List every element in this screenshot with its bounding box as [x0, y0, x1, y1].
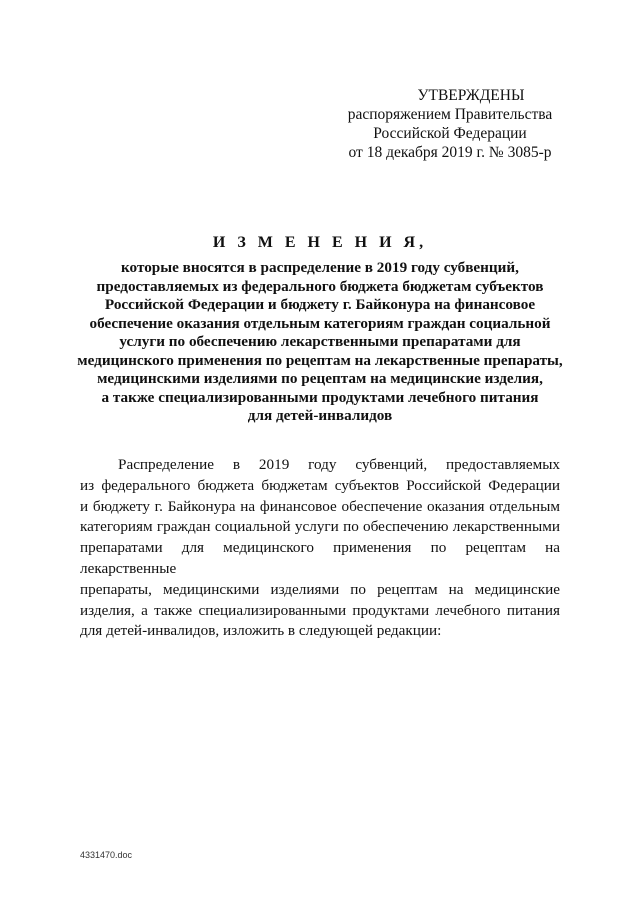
approval-line-2: Российской Федерации — [373, 125, 527, 142]
subtitle-line: обеспечение оказания отдельным категориям граждан социальной — [89, 314, 551, 332]
approval-heading: УТВЕРЖДЕНЫ — [417, 87, 525, 104]
approval-block — [330, 86, 570, 162]
body-line: препараты, медицинскими изделиями по рецептам на медицинские — [80, 580, 560, 598]
body-line: Распределение в 2019 году субвенций, предоставляемых — [118, 456, 560, 473]
subtitle-line: которые вносятся в распределение в 2019 году субвенций, — [121, 259, 519, 276]
subtitle-line: услуги по обеспечению лекарственными препаратами для — [119, 333, 521, 350]
body-line: препаратами для медицинского применения по рецептам на лекарственные — [80, 539, 560, 577]
footer-file-name: 4331470.doc — [80, 850, 133, 860]
body-line: категориям граждан социальной услуги по обеспечению лекарственными — [80, 518, 560, 536]
approval-line-1: распоряжением Правительства — [347, 106, 553, 123]
body-line: из федерального бюджета бюджетам субъектов Российской Федерации — [80, 476, 560, 494]
body-line: и бюджету г. Байконура на финансовое обеспечение оказания отдельным — [80, 497, 560, 515]
body-line: изделия, а также специализированными продуктами лечебного питания — [80, 601, 560, 619]
approval-line-3: от 18 декабря 2019 г. № 3085-р — [348, 144, 552, 161]
subtitle-line: Российской Федерации и бюджету г. Байконура на финансовое — [104, 296, 536, 313]
subtitle-line: медицинского применения по рецептам на лекарственные препараты, — [77, 351, 563, 369]
document-title: И З М Е Н Е Н И Я, — [212, 234, 428, 251]
subtitle-line: предоставляемых из федерального бюджета бюджетам субъектов — [96, 277, 544, 295]
subtitle-line: для детей-инвалидов — [247, 407, 393, 424]
body-line: для детей-инвалидов, изложить в следующей редакции: — [80, 622, 442, 640]
subtitle-line: медицинскими изделиями по рецептам на медицинские изделия, — [97, 370, 543, 387]
subtitle-line: а также специализированными продуктами лечебного питания — [101, 388, 539, 406]
title-block — [60, 232, 580, 426]
body-paragraph — [80, 455, 560, 642]
